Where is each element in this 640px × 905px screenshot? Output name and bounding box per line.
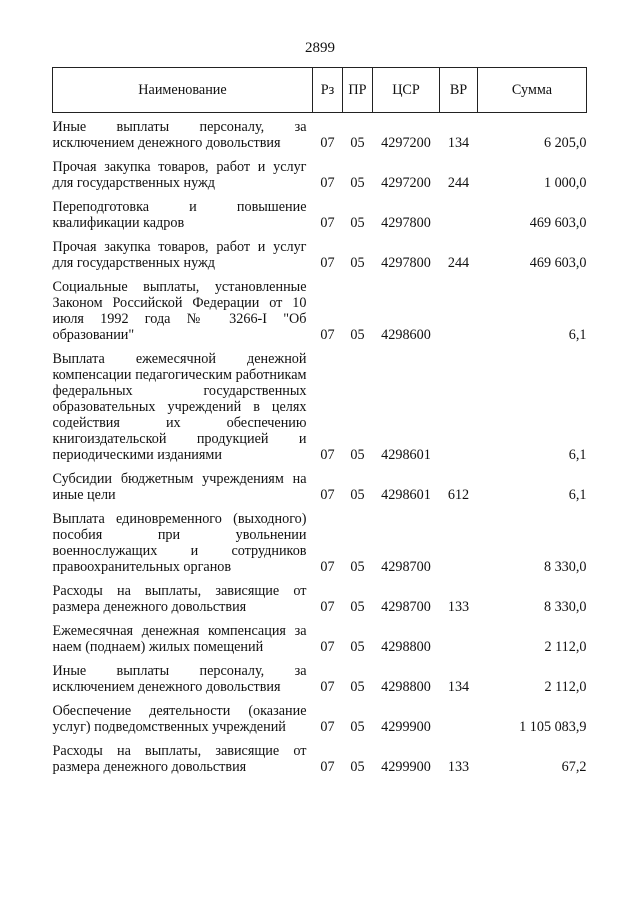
- row-pr: 05: [350, 175, 365, 191]
- row-csr: 4299900: [381, 759, 431, 775]
- column-header-sum: Сумма: [478, 68, 587, 113]
- row-pr: 05: [350, 719, 365, 735]
- row-csr: 4298800: [381, 679, 431, 695]
- table-row: [53, 191, 587, 231]
- row-rz: 07: [320, 215, 335, 231]
- row-name: Переподготовка и повышение квалификации кадров: [52, 199, 307, 231]
- row-pr: 05: [350, 255, 365, 271]
- row-sum: 2 112,0: [544, 639, 587, 655]
- row-rz: 07: [320, 759, 335, 775]
- row-csr: 4297800: [381, 255, 431, 271]
- table-row: [53, 695, 587, 735]
- row-rz: 07: [320, 327, 335, 343]
- row-pr: 05: [350, 639, 365, 655]
- row-sum: 6,1: [568, 487, 587, 503]
- budget-table: [52, 67, 587, 775]
- table-row: [53, 151, 587, 191]
- table-row: [53, 343, 587, 463]
- row-rz: 07: [320, 175, 335, 191]
- row-pr: 05: [350, 487, 365, 503]
- row-csr: 4297200: [381, 135, 431, 151]
- page-number: 2899: [305, 40, 335, 56]
- row-rz: 07: [320, 679, 335, 695]
- table-row: [53, 615, 587, 655]
- table-header-row: [53, 68, 587, 113]
- row-vr: 133: [447, 599, 470, 615]
- row-pr: 05: [350, 135, 365, 151]
- row-rz: 07: [320, 559, 335, 575]
- table-row: [53, 655, 587, 695]
- column-header-name: Наименование: [53, 68, 313, 113]
- row-name: Социальные выплаты, установленные Законом Российской Федерации от 10 июля 1992 года № 3266-I "Об образовании": [52, 279, 307, 343]
- table-row: [53, 463, 587, 503]
- row-csr: 4299900: [381, 719, 431, 735]
- row-rz: 07: [320, 599, 335, 615]
- row-csr: 4298601: [381, 447, 431, 463]
- row-csr: 4297800: [381, 215, 431, 231]
- row-pr: 05: [350, 759, 365, 775]
- row-pr: 05: [350, 327, 365, 343]
- row-sum: 67,2: [561, 759, 587, 775]
- column-header-rz: Рз: [313, 68, 343, 113]
- row-pr: 05: [350, 215, 365, 231]
- row-csr: 4298601: [381, 487, 431, 503]
- row-sum: 6,1: [568, 447, 587, 463]
- table-row: [53, 271, 587, 343]
- row-sum: 1 105 083,9: [519, 719, 587, 735]
- row-rz: 07: [320, 135, 335, 151]
- row-rz: 07: [320, 719, 335, 735]
- row-name: Расходы на выплаты, зависящие от размера денежного довольствия: [52, 743, 307, 775]
- row-name: Выплата ежемесячной денежной компенсации педагогическим работникам федеральных государственных образовательных учреждений в целях содействия их обеспечению книгоиздательской продукцией и периодическими изданиями: [52, 351, 307, 463]
- row-vr: 612: [447, 487, 470, 503]
- row-vr: [440, 343, 478, 463]
- row-vr: 133: [447, 759, 470, 775]
- row-name: Ежемесячная денежная компенсация за наем (поднаем) жилых помещений: [52, 623, 307, 655]
- row-rz: 07: [320, 487, 335, 503]
- row-sum: 6,1: [568, 327, 587, 343]
- table-row: [53, 113, 587, 152]
- row-csr: 4298700: [381, 599, 431, 615]
- row-vr: [440, 615, 478, 655]
- table-row: [53, 575, 587, 615]
- row-vr: 244: [447, 255, 470, 271]
- row-sum: 1 000,0: [543, 175, 587, 191]
- row-pr: 05: [350, 447, 365, 463]
- row-sum: 2 112,0: [544, 679, 587, 695]
- row-name: Субсидии бюджетным учреждениям на иные цели: [52, 471, 307, 503]
- row-name: Прочая закупка товаров, работ и услуг для государственных нужд: [52, 159, 307, 191]
- column-header-pr: ПР: [343, 68, 373, 113]
- row-csr: 4298600: [381, 327, 431, 343]
- row-sum: 469 603,0: [529, 255, 587, 271]
- table-row: [53, 231, 587, 271]
- row-vr: [440, 695, 478, 735]
- row-pr: 05: [350, 599, 365, 615]
- row-vr: [440, 191, 478, 231]
- row-rz: 07: [320, 255, 335, 271]
- column-header-csr: ЦСР: [373, 68, 440, 113]
- row-vr: [440, 271, 478, 343]
- row-name: Иные выплаты персоналу, за исключением денежного довольствия: [52, 663, 307, 695]
- row-name: Обеспечение деятельности (оказание услуг) подведомственных учреждений: [52, 703, 307, 735]
- row-name: Выплата единовременного (выходного) пособия при увольнении военнослужащих и сотрудников правоохранительных органов: [52, 511, 307, 575]
- row-vr: 134: [447, 135, 470, 151]
- row-name: Расходы на выплаты, зависящие от размера денежного довольствия: [52, 583, 307, 615]
- row-pr: 05: [350, 679, 365, 695]
- row-csr: 4297200: [381, 175, 431, 191]
- table-row: [53, 735, 587, 775]
- row-sum: 8 330,0: [543, 559, 587, 575]
- row-pr: 05: [350, 559, 365, 575]
- row-vr: [440, 503, 478, 575]
- row-name: Иные выплаты персоналу, за исключением денежного довольствия: [52, 119, 307, 151]
- row-sum: 469 603,0: [529, 215, 587, 231]
- row-rz: 07: [320, 447, 335, 463]
- table-row: [53, 503, 587, 575]
- row-vr: 134: [447, 679, 470, 695]
- row-csr: 4298700: [381, 559, 431, 575]
- row-vr: 244: [447, 175, 470, 191]
- row-csr: 4298800: [381, 639, 431, 655]
- row-name: Прочая закупка товаров, работ и услуг для государственных нужд: [52, 239, 307, 271]
- column-header-vr: ВР: [440, 68, 478, 113]
- row-sum: 6 205,0: [543, 135, 587, 151]
- row-sum: 8 330,0: [543, 599, 587, 615]
- row-rz: 07: [320, 639, 335, 655]
